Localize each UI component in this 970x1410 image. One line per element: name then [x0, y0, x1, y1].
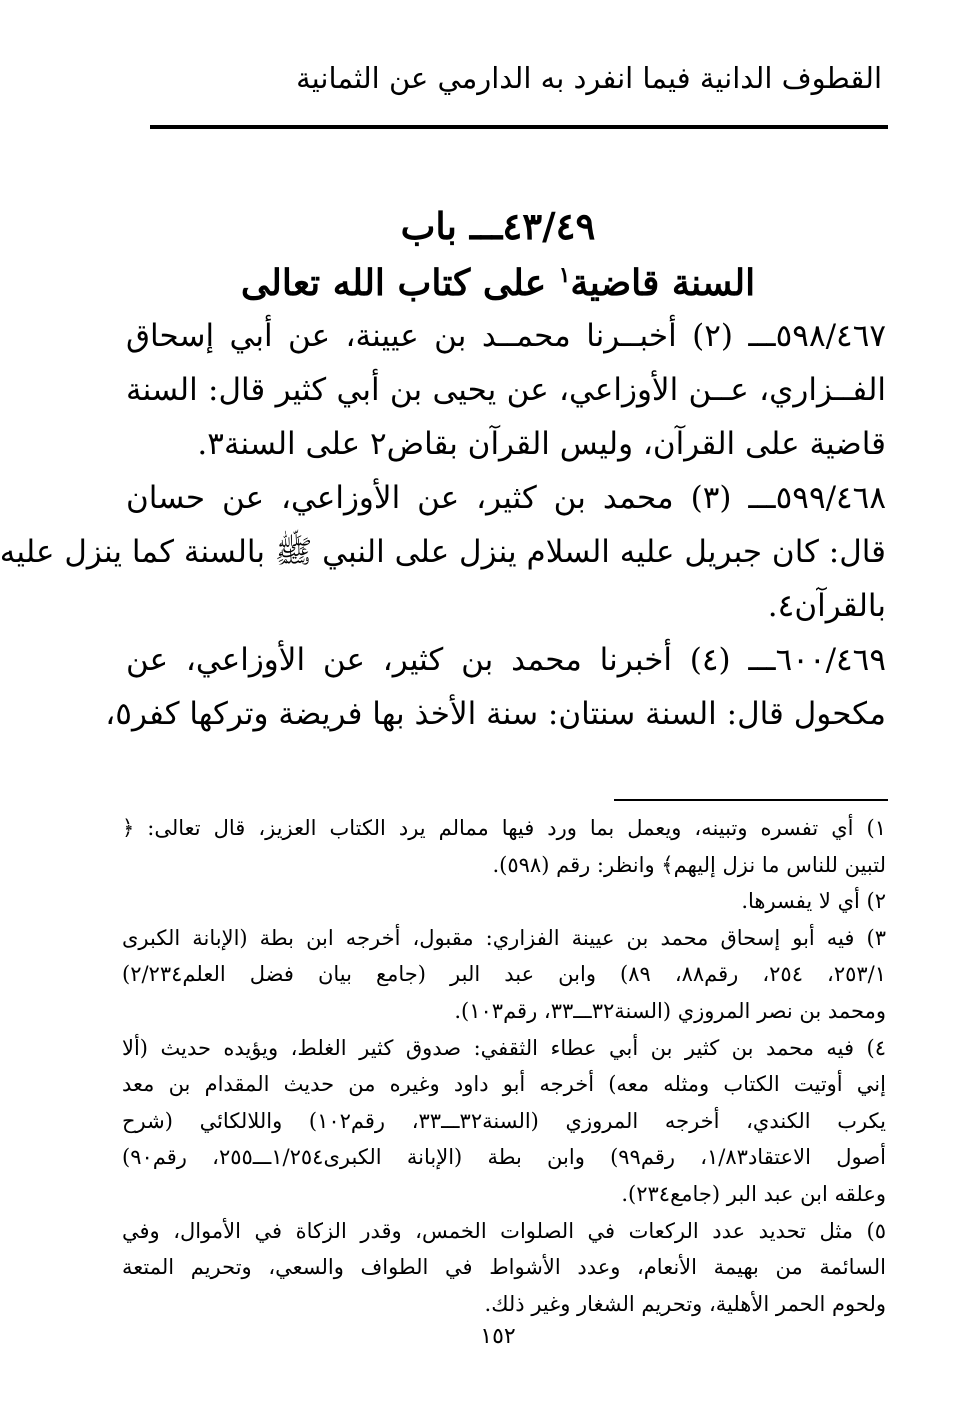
- footnotes: [122, 810, 886, 1322]
- main-text: [0, 309, 887, 741]
- footnote-line: ٥) مثل تحديد عدد الركعات في الصلوات الخمس، وقدر الزكاة في الأموال، وفي: [122, 1218, 886, 1243]
- chapter-title-end: على كتاب الله تعالى: [240, 262, 559, 304]
- text-line: ٥٩٩/٤٦٨ـــ (٣) محمد بن كثير، عن الأوزاعي، عن حسان: [126, 480, 886, 516]
- chapter-title: [26, 260, 970, 307]
- footnote-line: لتبين للناس ما نزل إليهم﴾ وانظر: رقم (٥٩٨).: [492, 852, 886, 877]
- text-line: قاضية على القرآن، وليس القرآن بقاض٢ على السنة٣.: [197, 426, 886, 462]
- footnote-ref-1: ١: [558, 263, 571, 288]
- footnote-line: ٣) فيه أبو إسحاق محمد بن عيينة الفزاري: مقبول، أخرجه ابن بطة (الإبانة الكبرى: [122, 925, 886, 950]
- footnote-line: ٢٥٣/١، ٢٥٤، رقم٨٨، ٨٩) وابن عبد البر (جامع بيان فضل العلم٢/٢٣٤): [122, 962, 887, 987]
- footnote-line: ولحوم الحمر الأهلية، وتحريم الشغار وغير ذلك.: [484, 1291, 886, 1316]
- footnote-line: يكرب الكندي، أخرجه المروزي (السنة٣٢ـــ٣٣، رقم١٠٢) واللالكائي (شرح: [122, 1108, 887, 1133]
- text-line: بالقرآن٤.: [767, 588, 886, 624]
- footnote-line: ٢) أي لا يفسرها.: [741, 889, 886, 914]
- text-line: ٦٠٠/٤٦٩ـــ (٤) أخبرنا محمد بن كثير، عن الأوزاعي، عن: [126, 642, 886, 678]
- footnote-line: ومحمد بن نصر المروزي (السنة٣٢ـــ٣٣، رقم١٠٣).: [454, 998, 886, 1023]
- footnote-line: ١) أي تفسره وتبينه، ويعمل بما ورد فيها ممالم يرد الكتاب العزيز، قال تعالى: ﴿: [122, 816, 886, 840]
- footnote-line: ٤) فيه محمد بن كثير بن أبي عطاء الثقفي: صدوق كثير الغلط، ويؤيده حديث (ألا: [122, 1035, 886, 1060]
- chapter-title-start: السنة قاضية: [570, 262, 756, 304]
- footnote-line: السائمة من بهيمة الأنعام، وعدد الأشواط في الطواف والسعي، وتحريم المتعة: [122, 1255, 886, 1280]
- header-rule: [150, 125, 888, 129]
- text-line: ٥٩٨/٤٦٧ـــ (٢) أخبــرنا محمــد بن عيينة، عن أبي إسحاق: [126, 318, 887, 354]
- footnote-line: وعلقه ابن عبد البر (جامع٢٣٤).: [621, 1181, 886, 1206]
- running-header: القطوف الدانية فيما انفرد به الدارمي عن الثمانية: [296, 61, 882, 95]
- text-line: مكحول قال: السنة سنتان: سنة الأخذ بها فريضة وتركها كفر٥،: [105, 696, 886, 732]
- footnote-line: أصول الاعتقاد١/٨٣، رقم٩٩) وابن بطة (الإبانة الكبرى١/٢٥٤ـــ٢٥٥، رقم٩٠): [122, 1145, 886, 1170]
- text-line: الفــزاري، عــن الأوزاعي، عن يحيى بن أبي كثير قال: السنة: [126, 372, 886, 408]
- footnote-separator: [614, 799, 888, 801]
- footnote-line: إني أوتيت الكتاب ومثله معه) أخرجه أبو داود وغيره من حديث المقدام بن معد: [122, 1072, 886, 1097]
- chapter-heading: ٤٣/٤٩ـــ باب: [400, 204, 596, 248]
- page-number: ١٥٢: [480, 1324, 516, 1349]
- text-line: قال: كان جبريل عليه السلام ينزل على النبي ﷺ بالسنة كما ينزل عليه: [0, 534, 886, 570]
